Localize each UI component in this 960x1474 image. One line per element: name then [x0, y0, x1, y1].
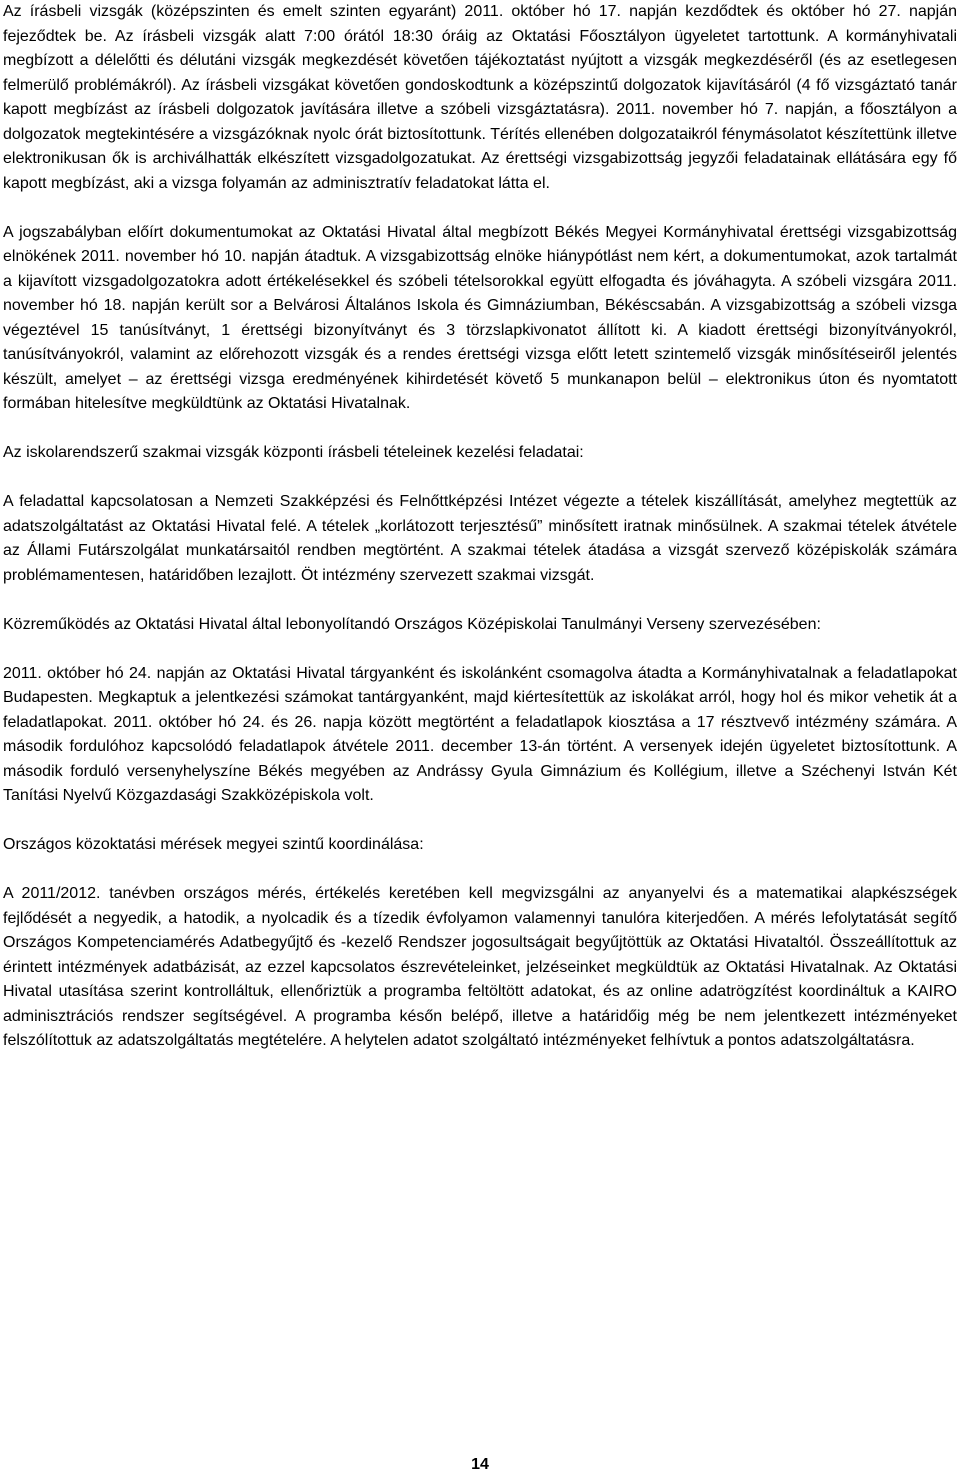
paragraph-spacer [3, 588, 957, 613]
paragraph-vocational-exams: A feladattal kapcsolatosan a Nemzeti Szakképzési és Felnőttképzési Intézet végezte a tételek kiszállítását, amelyhez megtettük az adatszolgáltatást az Oktatási Hivatal felé. A tételek „korlátozott terjesztésű” minősített iratnak minősülnek. A szakmai tételek átvétele az Állami Futárszolgálat munkatársaitól rendben megtörtént. A szakmai tételek átadása a vizsgát szervező középiskolák számára problémamentesen, határidőben lezajlott. Öt intézmény szervezett szakmai vizsgát. [3, 493, 957, 584]
paragraph-oktv: 2011. október hó 24. napján az Oktatási Hivatal tárgyanként és iskolánként csomagolva átadta a Kormányhivatalnak a feladatlapokat Budapesten. Megkaptuk a jelentkezési számokat tantárgyanként, majd kiértesítettük az iskolákat arról, hogy hol és mikor vehetik át a feladatlapokat. 2011. október hó 24. és 26. napja között megtörtént a feladatlapok kiosztása a 17 résztvevő intézmény számára. A második fordulóhoz kapcsolódó feladatlapok átvétele 2011. december 13-án történt. A versenyek idején ügyeletet biztosítottunk. A második forduló versenyhelyszíne Békés megyében az Andrássy Gyula Gimnázium és Kollégium, illetve a Széchenyi István Két Tanítási Nyelvű Közgazdasági Szakközépiskola volt. [3, 664, 957, 804]
section-heading-oktv: Közreműködés az Oktatási Hivatal által lebonyolítandó Országos Középiskolai Tanulmányi Verseny szervezésében: [3, 615, 821, 633]
paragraph-exam-documents: A jogszabályban előírt dokumentumokat az Oktatási Hivatal által megbízott Békés Megyei Kormányhivatal érettségi vizsgabizottság elnökének 2011. november hó 10. napján átadtuk. A vizsgabizottság elnöke hiánypótlást nem kért, a dokumentumokat, azok tartalmát a kijavított vizsgadolgozatokra adott értékelésekkel és szóbeli tételsorokkal együtt elfogadta és jóváhagyta. A szóbeli vizsgára 2011. november hó 18. napján került sor a Belvárosi Általános Iskola és Gimnáziumban, Békéscsabán. A vizsgabizottság a szóbeli vizsga végeztével 15 tanúsítványt, 1 érettségi bizonyítványt és 3 törzslapkivonatot állított ki. A kiadott érettségi bizonyítványokról, tanúsítványokról, valamint az előrehozott vizsgák és a rendes érettségi vizsga előtt letett szintemelő vizsgák minősítéseiről jelentés készült, amelyet – az érettségi vizsga eredményének kihirdetését követő 5 munkanapon belül – elektronikus úton és nyomtatott formában hitelesítve megküldtünk az Oktatási Hivatalnak. [3, 223, 957, 412]
paragraph-spacer [3, 466, 957, 491]
paragraph-spacer [3, 858, 957, 883]
page-number: 14 [471, 1456, 489, 1473]
paragraph-written-exams: Az írásbeli vizsgák (középszinten és emelt szinten egyaránt) 2011. október hó 17. napján kezdődtek és október hó 27. napján fejeződtek be. Az írásbeli vizsgák alatt 7:00 órától 18:30 óráig az Oktatási Főosztályon ügyeletet tartottunk. A kormányhivatali megbízott a délelőtti és délutáni vizsgák megkezdését követően tájékoztatást nyújtott a vizsgák megkezdéséről (és az esetlegesen felmerülő problémákról). Az írásbeli vizsgákat követően gondoskodtunk a középszintű dolgozatok kijavításáról (4 fő vizsgáztató tanár kapott megbízást az írásbeli dolgozatok javítására illetve a szóbeli vizsgáztatásra). 2011. november hó 7. napján, a főosztályon a dolgozatok megtekintésére a vizsgázóknak nyolc órát biztosítottunk. Térítés ellenében dolgozataikról fénymásolatot készítettünk illetve elektronikusan ők is archiválhatták elkészített vizsgadolgozatukat. Az érettségi vizsgabizottság jegyzői feladatainak ellátására egy fő kapott megbízást, aki a vizsga folyamán az adminisztratív feladatokat látta el. [3, 3, 957, 192]
paragraph-spacer [3, 196, 957, 221]
document-body [3, 0, 957, 1054]
section-heading-national-measurements: Országos közoktatási mérések megyei szintű koordinálása: [3, 836, 424, 853]
paragraph-national-measurements: A 2011/2012. tanévben országos mérés, értékelés keretében kell megvizsgálni az anyanyelvi és a matematikai alapkészségek fejlődését a negyedik, a hatodik, a nyolcadik és a tízedik évfolyamon valamennyi tanulóra kiterjedően. A mérés lefolytatását segítő Országos Kompetenciamérés Adatbegyűjtő és -kezelő Rendszer jogosultságait begyűjtöttük az Oktatási Hivataltól. Összeállítottuk az érintett intézmények adatbázisát, az ezzel kapcsolatos észrevételeinket, jelzéseinket megküldtük az Oktatási Hivatalnak. Az Oktatási Hivatal utasítása szerint kontrolláltuk, ellenőriztük a programba feltöltött adatokat, és az online adatrögzítést koordináltuk a KAIRO adminisztrációs rendszer segítségével. A programba későn belépő, illetve a határidőig még be nem jelentkezett intézményeket felszólítottuk az adatszolgáltatás megtételére. A helytelen adatot szolgáltató intézményeket felhívtuk a pontos adatszolgáltatásra. [3, 885, 957, 1049]
section-heading-vocational-exams: Az iskolarendszerű szakmai vizsgák központi írásbeli tételeinek kezelési feladatai: [3, 444, 584, 461]
paragraph-spacer [3, 809, 957, 834]
paragraph-spacer [3, 417, 957, 442]
paragraph-spacer [3, 637, 957, 662]
